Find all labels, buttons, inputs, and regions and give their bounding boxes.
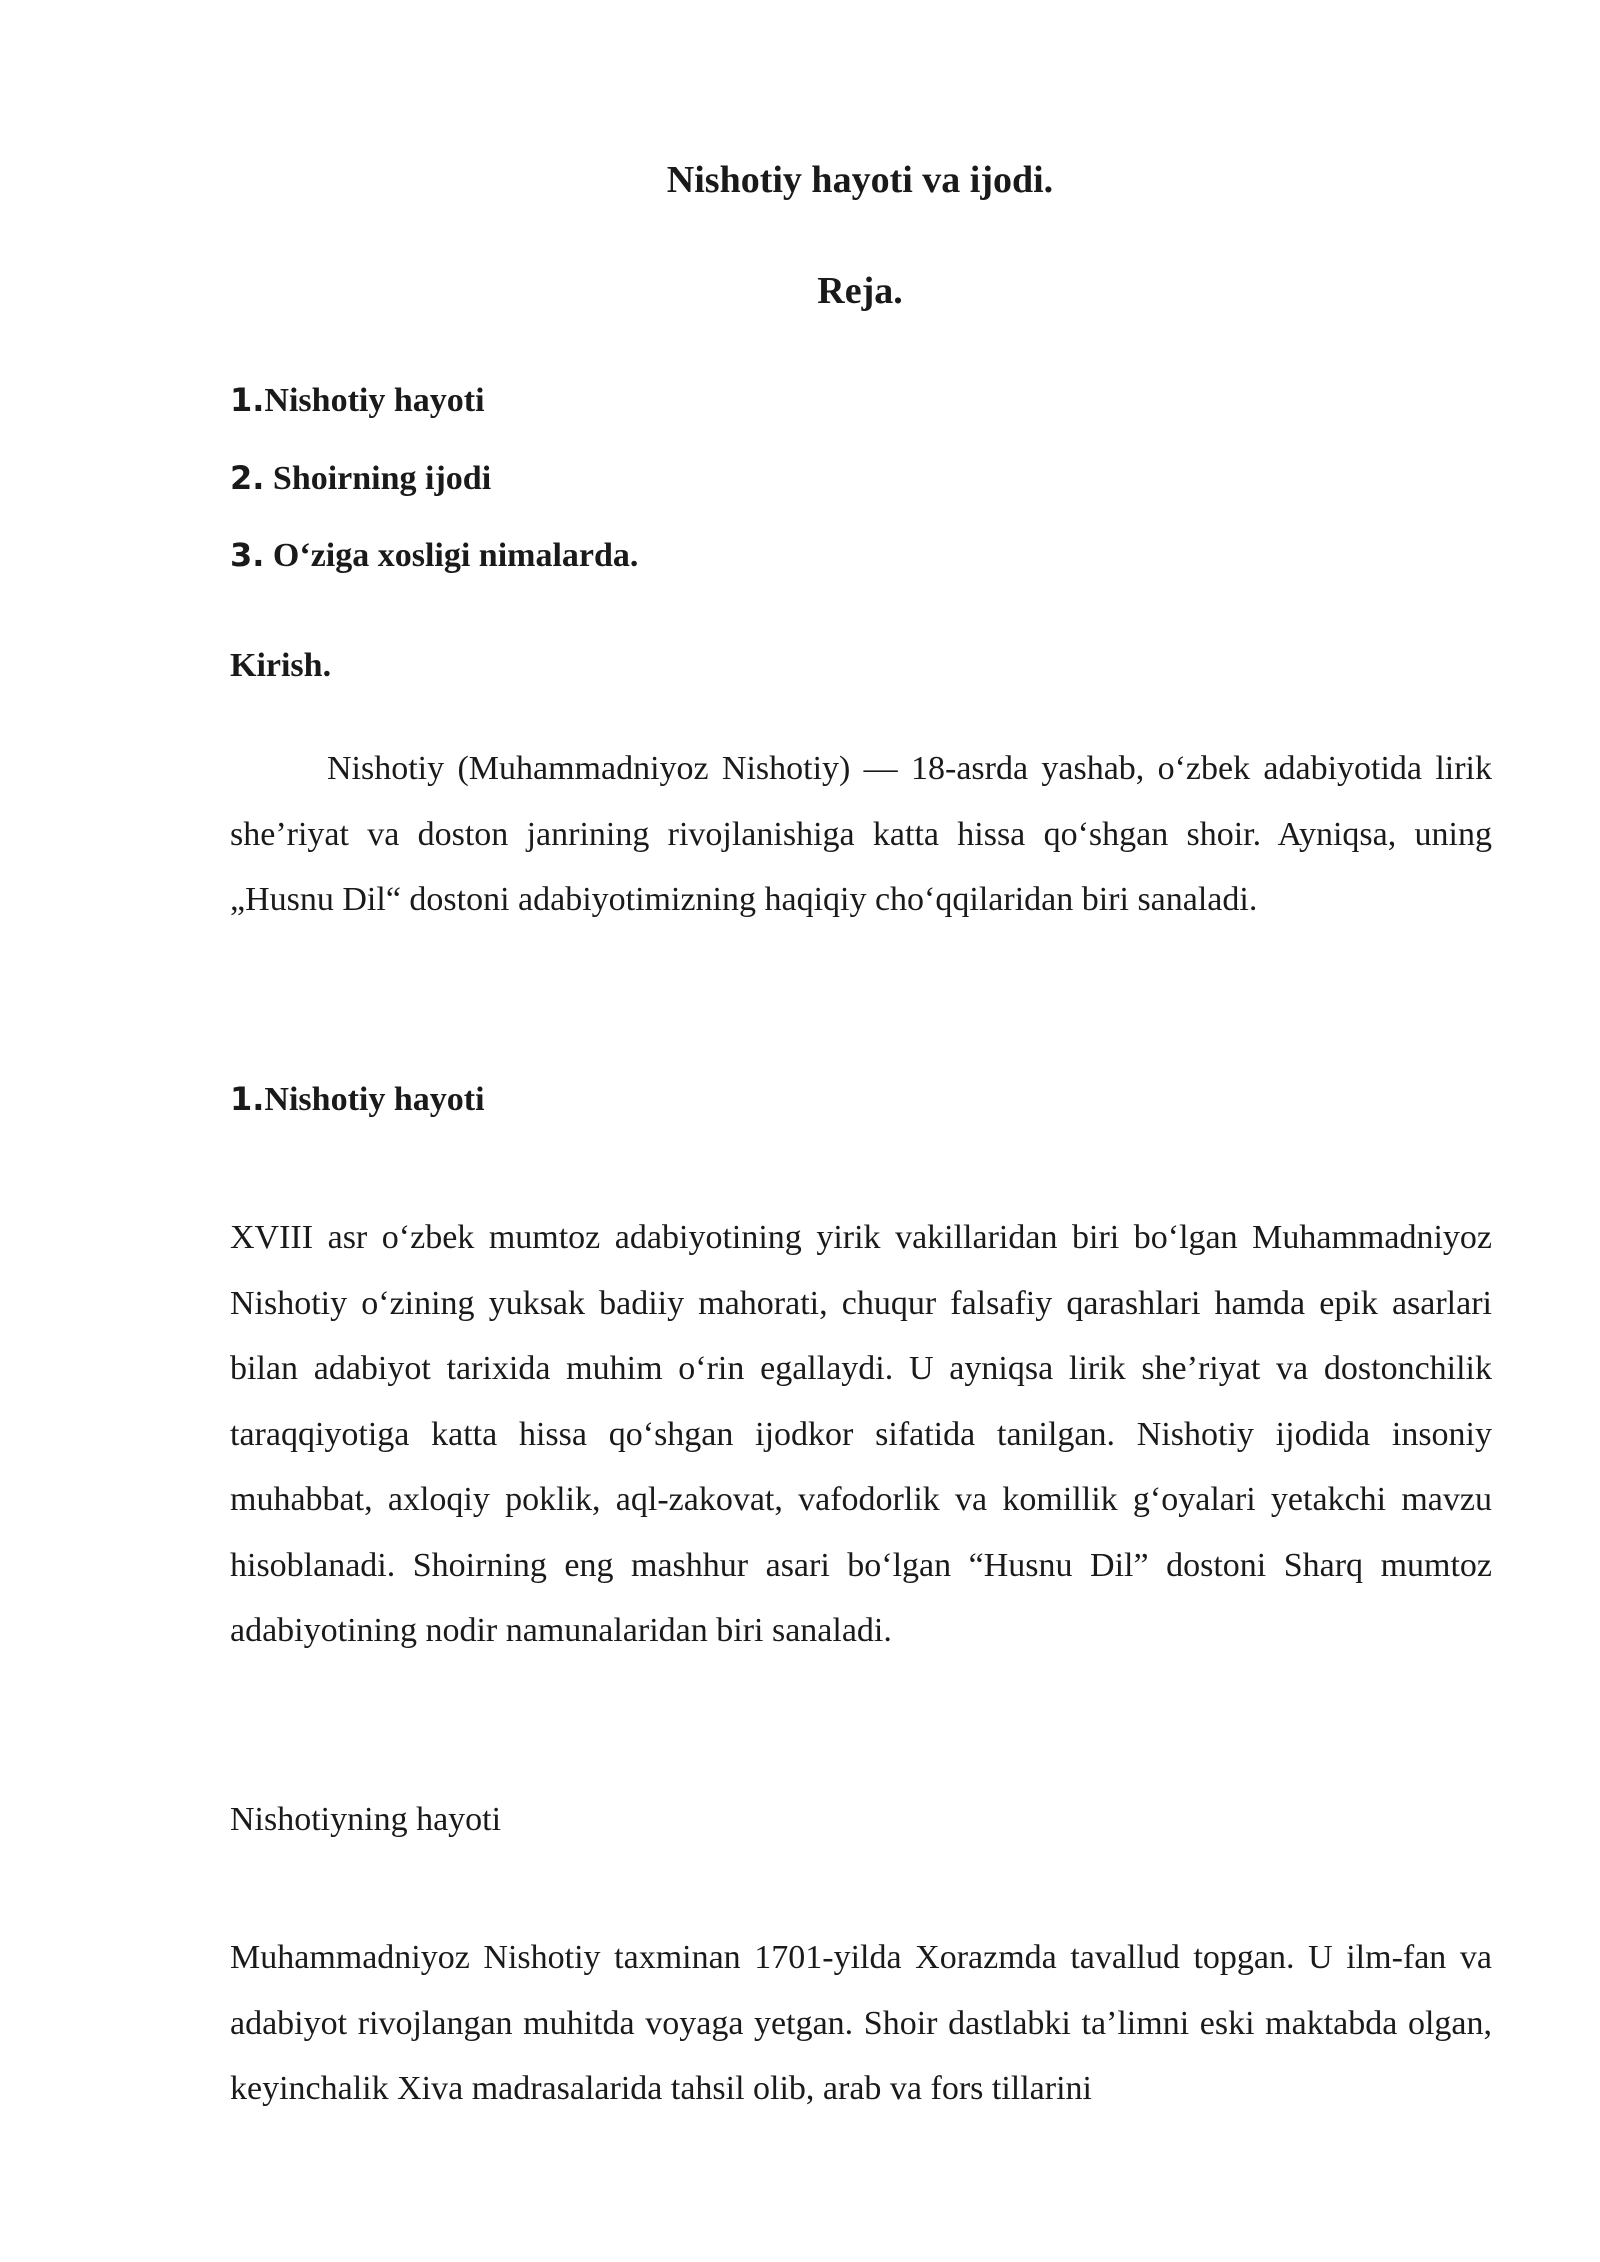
plan-item-number: 1. [230, 381, 265, 419]
plan-item [230, 456, 491, 501]
intro-paragraph: Nishotiy (Muhammadniyoz Nishotiy) — 18-asrda yashab, o‘zbek adabiyotida lirik she’riyat va doston janrining rivojlanishiga katta hissa qo‘shgan shoir. Ayniqsa, uning „Husnu Dil“ dostoni adabiyotimizning haqiqiy cho‘qqilaridan biri sanaladi. [230, 750, 1492, 918]
plan-item-text: O‘ziga xosligi nimalarda. [264, 537, 639, 574]
section-heading [230, 1077, 485, 1122]
section-heading-text: Nishotiy hayoti [264, 1081, 485, 1118]
life-paragraph: Muhammadniyoz Nishotiy taxminan 1701-yilda Xorazmda tavallud topgan. U ilm-fan va adabiyot rivojlangan muhitda voyaga yetgan. Shoir dastlabki ta’limni eski maktabda olgan, keyinchalik Xiva madrasalarida tahsil olib, arab va fors tillarini [230, 1939, 1492, 2107]
section-paragraph: XVIII asr o‘zbek mumtoz adabiyotining yirik vakillaridan biri bo‘lgan Muhammadniyoz Nishotiy o‘zining yuksak badiiy mahorati, chuqur falsafiy qarashlari hamda epik asarlari bilan adabiyot tarixida muhim o‘rin egallaydi. U ayniqsa lirik she’riyat va dostonchilik taraqqiyotiga katta hissa qo‘shgan ijodkor sifatida tanilgan. Nishotiy ijodida insoniy muhabbat, axloqiy poklik, aql-zakovat, vafodorlik va komillik g‘oyalari yetakchi mavzu hisoblanadi. Shoirning eng mashhur asari bo‘lgan “Husnu Dil” dostoni Sharq mumtoz adabiyotining nodir namunalaridan biri sanaladi. [230, 1219, 1492, 1649]
plan-item-text: Nishotiy hayoti [264, 382, 485, 419]
plan-item-number: 3. [230, 536, 265, 574]
document-title: Nishotiy hayoti va ijodi. [666, 159, 1054, 201]
plan-item [230, 378, 485, 423]
plan-item-text: Shoirning ijodi [264, 460, 492, 497]
section-number: 1. [230, 1080, 265, 1118]
plan-item-number: 2. [230, 459, 265, 497]
intro-heading: Kirish. [230, 647, 332, 684]
plan-heading: Reja. [817, 270, 903, 312]
subheading: Nishotiyning hayoti [230, 1801, 502, 1838]
plan-item [230, 533, 638, 578]
